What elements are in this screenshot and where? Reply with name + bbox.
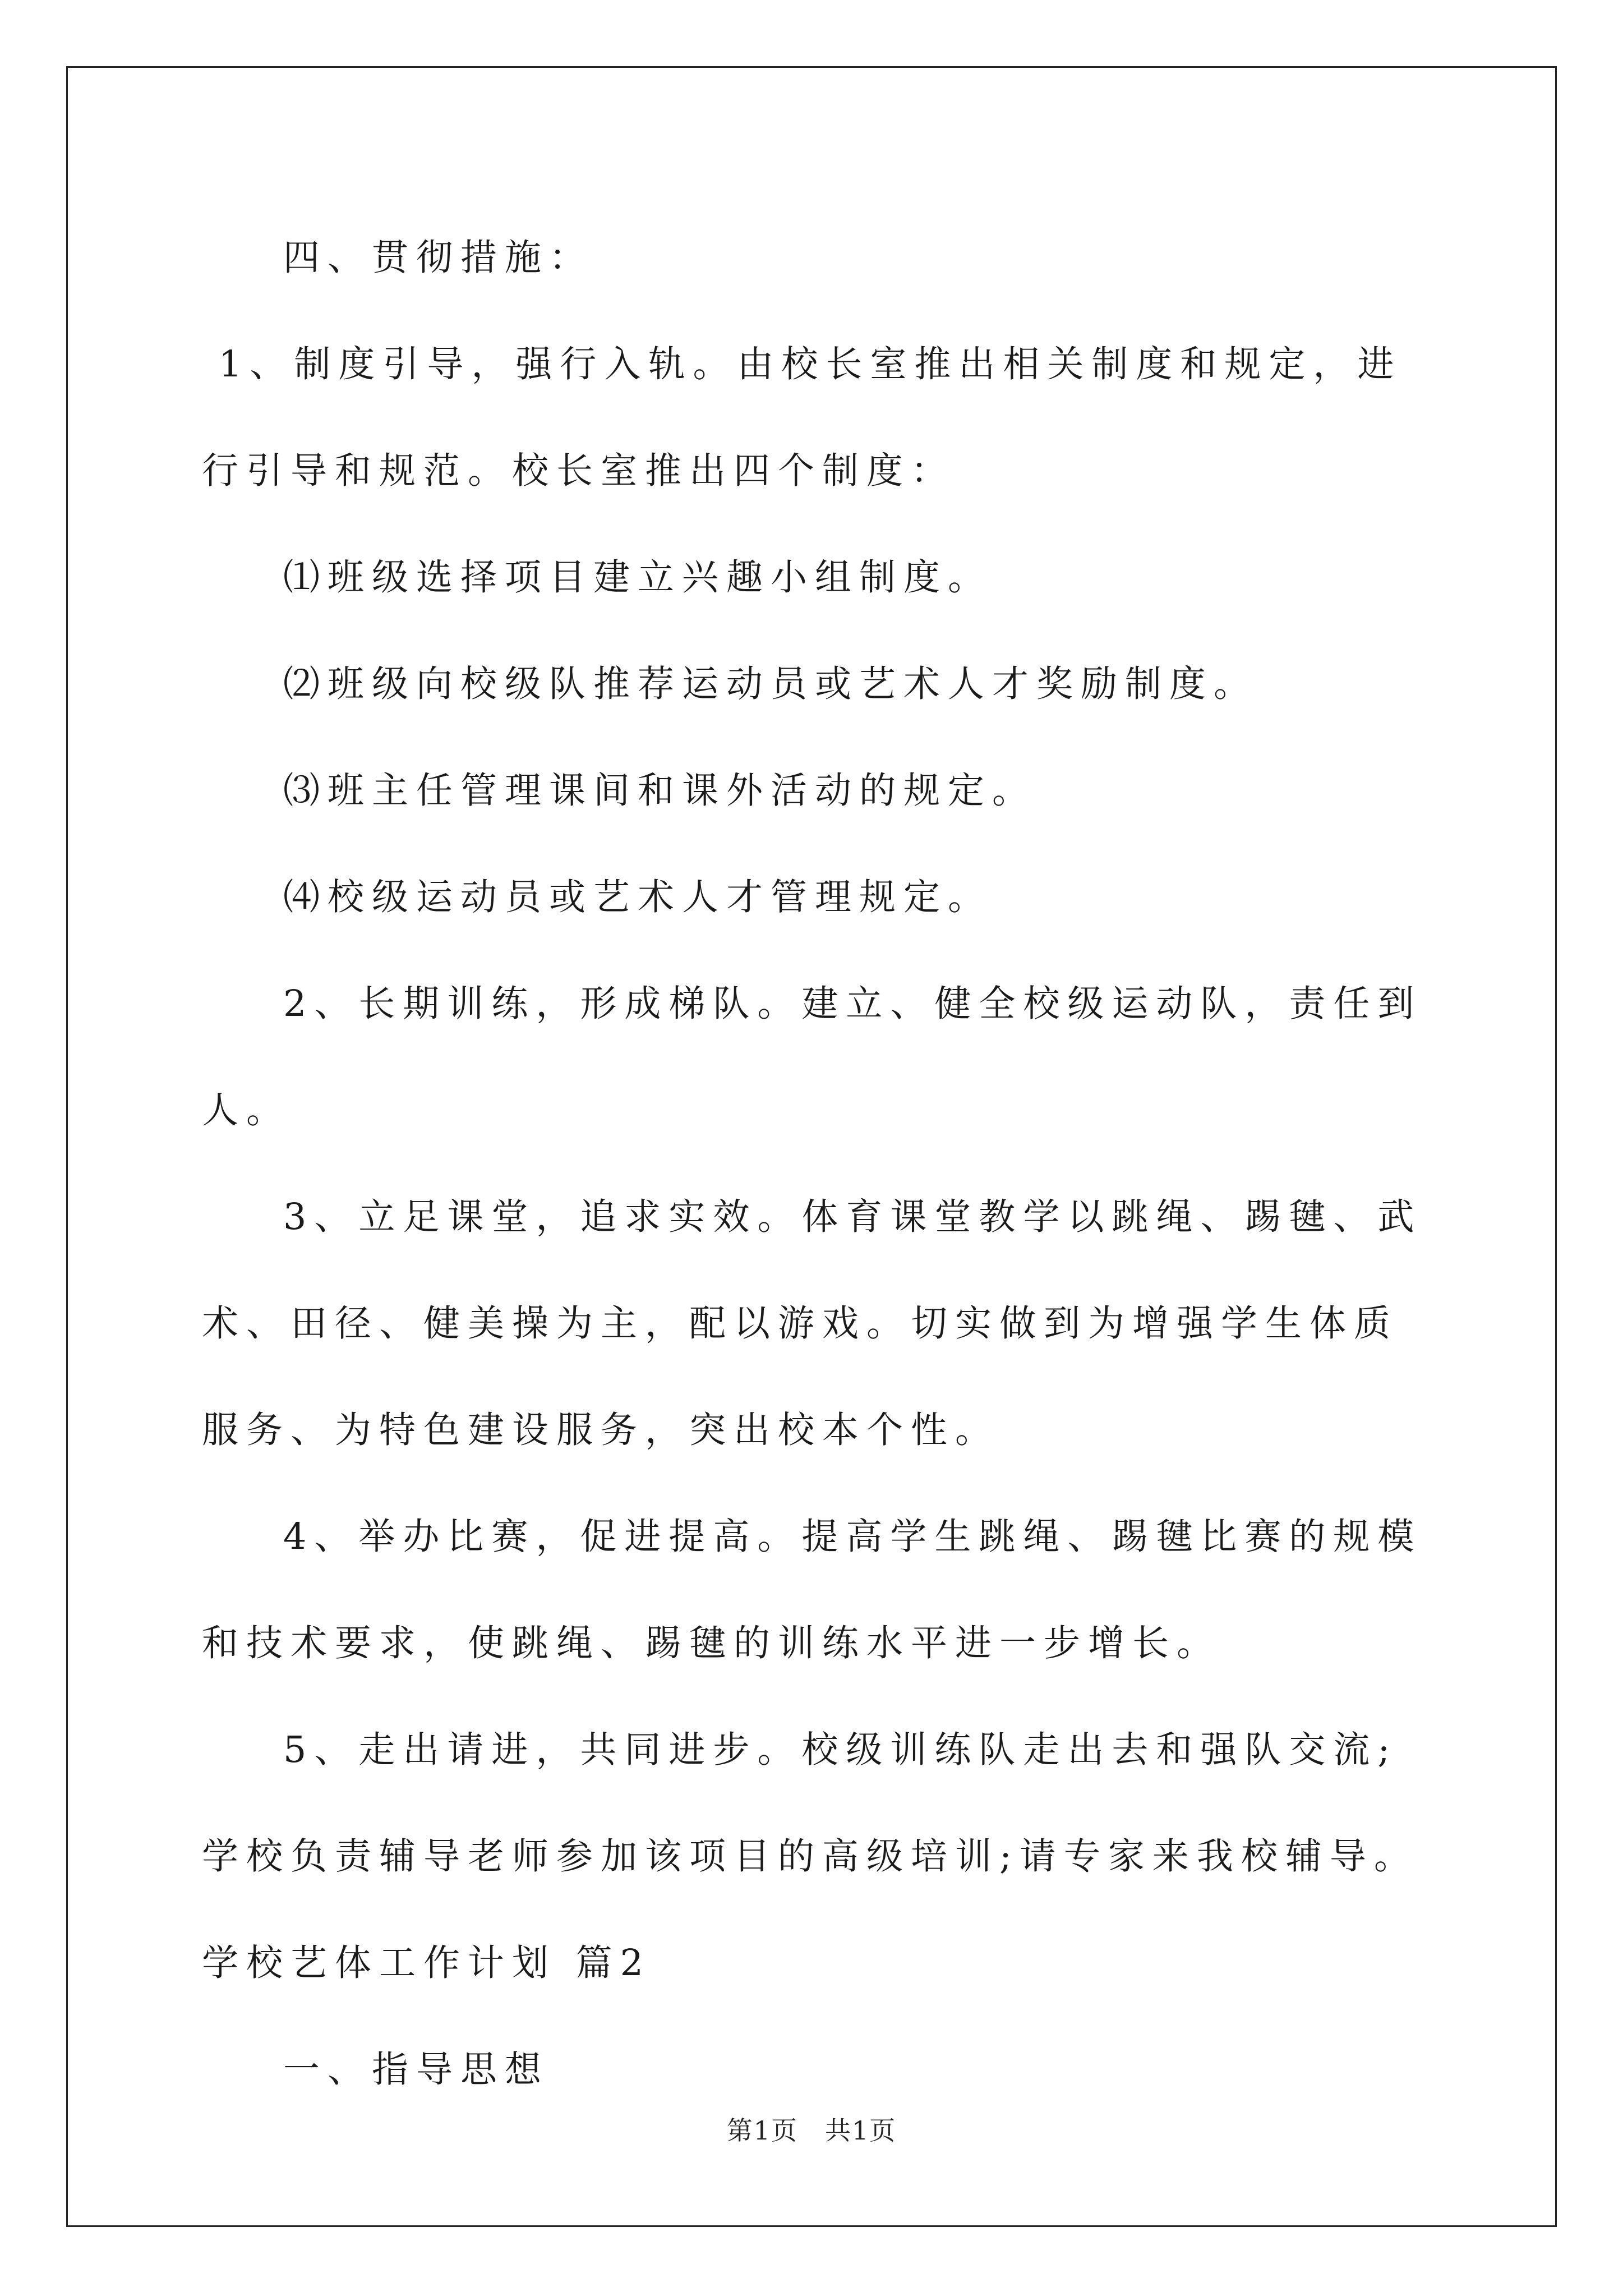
section-heading-guiding-idea: 一、指导思想 (283, 2049, 550, 2091)
paragraph-item-2: 2、长期训练，形成梯队。建立、健全校级运动队，责任到人。 (202, 983, 1422, 1131)
sub-item-4: ⑷校级运动员或艺术人才管理规定。 (283, 876, 993, 918)
sub-item-1: ⑴班级选择项目建立兴趣小组制度。 (283, 556, 993, 599)
paragraph-item-3: 3、立足课堂，追求实效。体育课堂教学以跳绳、踢毽、武术、田径、健美操为主，配以游戏。切实做到为增强学生体质服务、为特色建设服务，突出校本个性。 (202, 1196, 1422, 1451)
section-heading-measures: 四、贯彻措施： (283, 237, 594, 279)
paragraph-item-1: 1、制度引导，强行入轨。由校长室推出相关制度和规定，进行引导和规范。校长室推出四个制度： (202, 343, 1402, 492)
page-number-footer: 第1页 共1页 (726, 2115, 897, 2146)
document-body (202, 205, 1430, 2123)
sub-item-2: ⑵班级向校级队推荐运动员或艺术人才奖励制度。 (283, 663, 1258, 705)
sub-item-3: ⑶班主任管理课间和课外活动的规定。 (283, 770, 1037, 812)
section-title-plan-2: 学校艺体工作计划 篇2 (202, 1942, 652, 1984)
paragraph-item-5: 5、走出请进，共同进步。校级训练队走出去和强队交流;学校负责辅导老师参加该项目的高级培训;请专家来我校辅导。 (202, 1729, 1418, 1878)
paragraph-item-4: 4、举办比赛，促进提高。提高学生跳绳、踢毽比赛的规模和技术要求，使跳绳、踢毽的训练水平进一步增长。 (202, 1516, 1422, 1664)
